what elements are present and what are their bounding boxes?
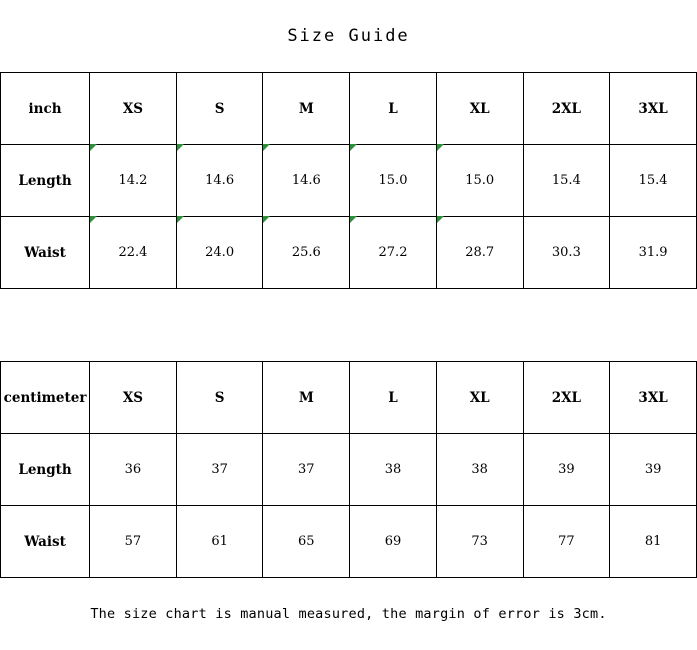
size-header-l: L <box>350 362 437 434</box>
cell-length-2xl: 39 <box>523 434 610 506</box>
cell-length-xs: 36 <box>90 434 177 506</box>
cell-waist-3xl: 81 <box>610 506 697 578</box>
cell-waist-xl: 73 <box>436 506 523 578</box>
cell-length-xl: 38 <box>436 434 523 506</box>
cell-length-l: 15.0 <box>350 145 437 217</box>
size-header-xs: XS <box>90 73 177 145</box>
cell-length-m: 14.6 <box>263 145 350 217</box>
cell-waist-2xl: 77 <box>523 506 610 578</box>
row-label-length: Length <box>1 434 90 506</box>
size-header-3xl: 3XL <box>610 362 697 434</box>
size-header-xl: XL <box>436 73 523 145</box>
size-table-inch <box>0 72 697 289</box>
cell-length-3xl: 15.4 <box>610 145 697 217</box>
row-label-length: Length <box>1 145 90 217</box>
table-header-row <box>1 73 697 145</box>
cell-length-s: 37 <box>176 434 263 506</box>
cell-length-xs: 14.2 <box>90 145 177 217</box>
cell-waist-l: 27.2 <box>350 217 437 289</box>
cell-waist-s: 24.0 <box>176 217 263 289</box>
unit-label-inch: inch <box>1 73 90 145</box>
cell-waist-3xl: 31.9 <box>610 217 697 289</box>
size-table-centimeter <box>0 361 697 578</box>
size-header-l: L <box>350 73 437 145</box>
cell-length-xl: 15.0 <box>436 145 523 217</box>
size-header-xs: XS <box>90 362 177 434</box>
unit-label-centimeter: centimeter <box>1 362 90 434</box>
size-header-s: S <box>176 362 263 434</box>
cell-waist-m: 25.6 <box>263 217 350 289</box>
table-separator <box>0 289 697 361</box>
cell-waist-s: 61 <box>176 506 263 578</box>
cell-waist-xs: 57 <box>90 506 177 578</box>
measurement-note: The size chart is manual measured, the margin of error is 3cm. <box>90 606 607 622</box>
cell-waist-m: 65 <box>263 506 350 578</box>
cell-waist-l: 69 <box>350 506 437 578</box>
page-title: Size Guide <box>287 26 410 46</box>
cell-length-3xl: 39 <box>610 434 697 506</box>
size-header-m: M <box>263 362 350 434</box>
table-row <box>1 217 697 289</box>
cell-waist-2xl: 30.3 <box>523 217 610 289</box>
cell-length-l: 38 <box>350 434 437 506</box>
row-label-waist: Waist <box>1 217 90 289</box>
table-header-row <box>1 362 697 434</box>
size-header-2xl: 2XL <box>523 73 610 145</box>
row-label-waist: Waist <box>1 506 90 578</box>
size-header-3xl: 3XL <box>610 73 697 145</box>
table-row <box>1 506 697 578</box>
table-row <box>1 434 697 506</box>
size-header-s: S <box>176 73 263 145</box>
size-header-xl: XL <box>436 362 523 434</box>
size-header-2xl: 2XL <box>523 362 610 434</box>
cell-waist-xs: 22.4 <box>90 217 177 289</box>
table-row <box>1 145 697 217</box>
size-header-m: M <box>263 73 350 145</box>
cell-length-m: 37 <box>263 434 350 506</box>
cell-waist-xl: 28.7 <box>436 217 523 289</box>
cell-length-s: 14.6 <box>176 145 263 217</box>
cell-length-2xl: 15.4 <box>523 145 610 217</box>
